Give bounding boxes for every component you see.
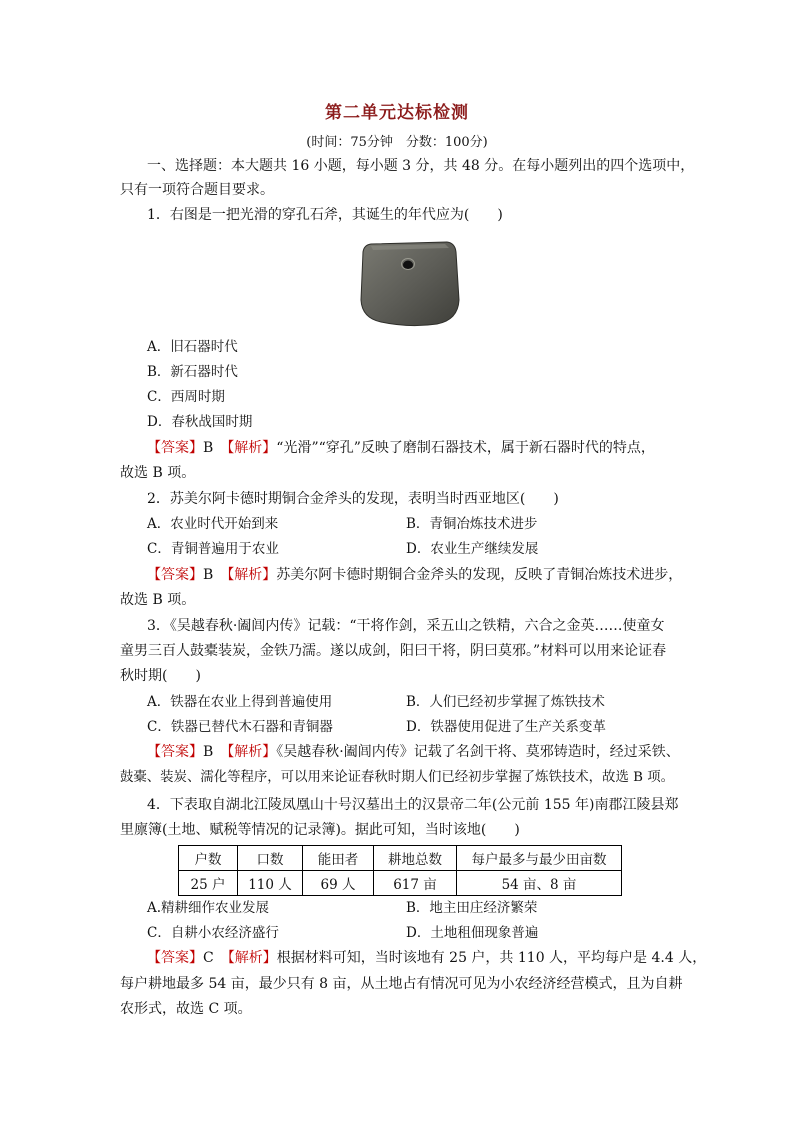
- q1-explanation-2: 故选 B 项。: [120, 465, 196, 481]
- answer-tag: 【答案】: [147, 950, 203, 966]
- table-cell: 110 人: [238, 871, 303, 896]
- table-header-cell: 耕地总数: [374, 846, 457, 871]
- explanation-tag: 【解析】: [227, 950, 277, 966]
- explanation-tag: 【解析】: [227, 567, 277, 583]
- answer-tag: 【答案】: [147, 440, 203, 456]
- explanation-tag: 【解析】: [227, 440, 277, 456]
- q1-answer-line: [147, 438, 655, 458]
- q2-answer: B: [203, 567, 214, 583]
- q4-explanation-1: 根据材料可知，当时该地有 25 户，共 110 人，平均每户是 4.4 人，: [276, 950, 707, 966]
- explanation-tag: 【解析】: [227, 744, 277, 760]
- table-cell: 54 亩、8 亩: [457, 871, 622, 896]
- q4-stem-1: 4．下表取自湖北江陵凤凰山十号汉墓出土的汉景帝二年(公元前 155 年)南郡江陵县郑: [147, 797, 679, 813]
- q2-explanation-1: 苏美尔阿卡德时期铜合金斧头的发现，反映了青铜冶炼技术进步，: [276, 567, 683, 583]
- exam-time-score: (时间：75分钟 分数：100分): [306, 135, 488, 150]
- q2-answer-line: [147, 565, 682, 585]
- q3-explanation-1: 《吴越春秋·阖闾内传》记载了名剑干将、莫邪铸造时，经过采铁、: [276, 744, 680, 760]
- q3-stem-1: 3．《吴越春秋·阖闾内传》记载：“干将作剑，采五山之铁精，六合之金英……使童女: [147, 618, 665, 634]
- answer-tag: 【答案】: [147, 567, 203, 583]
- section-instruction-line2: 只有一项符合题目要求。: [120, 182, 274, 198]
- table-header-cell: 能田者: [303, 846, 374, 871]
- table-cell: 617 亩: [374, 871, 457, 896]
- q2-option-b: B．青铜冶炼技术进步: [406, 516, 538, 532]
- q3-answer-line: [147, 742, 680, 762]
- q3-explanation-2: 鼓橐、装炭、濡化等程序，可以用来论证春秋时期人们已经初步掌握了炼铁技术，故选 B 项。: [120, 770, 674, 785]
- q3-option-b: B．人们已经初步掌握了炼铁技术: [406, 694, 605, 710]
- q4-option-c: C．自耕小农经济盛行: [147, 925, 279, 941]
- q1-stem: 1．右图是一把光滑的穿孔石斧，其诞生的年代应为( ): [147, 207, 503, 223]
- table-header-cell: 每户最多与最少田亩数: [457, 846, 622, 871]
- q2-stem: 2．苏美尔阿卡德时期铜合金斧头的发现，表明当时西亚地区( ): [147, 491, 559, 507]
- q4-answer: C: [203, 950, 214, 966]
- q4-explanation-2: 每户耕地最多 54 亩，最少只有 8 亩，从土地占有情况可见为小农经济经营模式，且为自耕: [120, 976, 683, 992]
- q1-explanation-1: “光滑”“穿孔”反映了磨制石器技术，属于新石器时代的特点，: [276, 440, 655, 456]
- q1-answer: B: [203, 440, 214, 456]
- table-header-cell: 口数: [238, 846, 303, 871]
- q2-explanation-2: 故选 B 项。: [120, 592, 196, 608]
- q2-option-a: A．农业时代开始到来: [147, 516, 279, 532]
- table-cell: 69 人: [303, 871, 374, 896]
- q3-option-c: C．铁器已替代木石器和青铜器: [147, 719, 333, 735]
- page-title: 第二单元达标检测: [325, 103, 469, 123]
- q3-stem-3: 秋时期( ): [120, 668, 201, 684]
- answer-tag: 【答案】: [147, 744, 203, 760]
- q1-option-d: D．春秋战国时期: [147, 414, 253, 430]
- q4-option-d: D．土地租佃现象普遍: [406, 925, 539, 941]
- q4-answer-line: [147, 948, 706, 968]
- q1-option-a: A．旧石器时代: [147, 339, 238, 355]
- land-register-table: [178, 845, 622, 896]
- table-row: [179, 871, 622, 896]
- q3-stem-2: 童男三百人鼓橐装炭，金铁乃濡。遂以成剑，阳曰干将，阴曰莫邪。”材料可以用来论证春: [120, 643, 667, 659]
- q3-option-a: A．铁器在农业上得到普遍使用: [147, 694, 333, 710]
- table-header-cell: 户数: [179, 846, 238, 871]
- q1-option-b: B．新石器时代: [147, 364, 238, 380]
- perforated-stone-axe-icon: [357, 238, 461, 328]
- q2-option-c: C．青铜普遍用于农业: [147, 541, 279, 557]
- q4-stem-2: 里廪簿(土地、赋税等情况的记录簿)。据此可知，当时该地( ): [120, 822, 520, 838]
- q1-option-c: C．西周时期: [147, 389, 225, 405]
- table-header-row: [179, 846, 622, 871]
- table-cell: 25 户: [179, 871, 238, 896]
- q3-option-d: D．铁器使用促进了生产关系变革: [406, 719, 606, 735]
- q4-option-a: A.精耕细作农业发展: [147, 900, 270, 916]
- q2-option-d: D．农业生产继续发展: [406, 541, 539, 557]
- q4-explanation-3: 农形式，故选 C 项。: [120, 1001, 252, 1017]
- q4-option-b: B．地主田庄经济繁荣: [406, 900, 538, 916]
- section-instruction-line1: 一、选择题：本大题共 16 小题，每小题 3 分，共 48 分。在每小题列出的四个选项中，: [147, 158, 695, 174]
- q3-answer: B: [203, 744, 214, 760]
